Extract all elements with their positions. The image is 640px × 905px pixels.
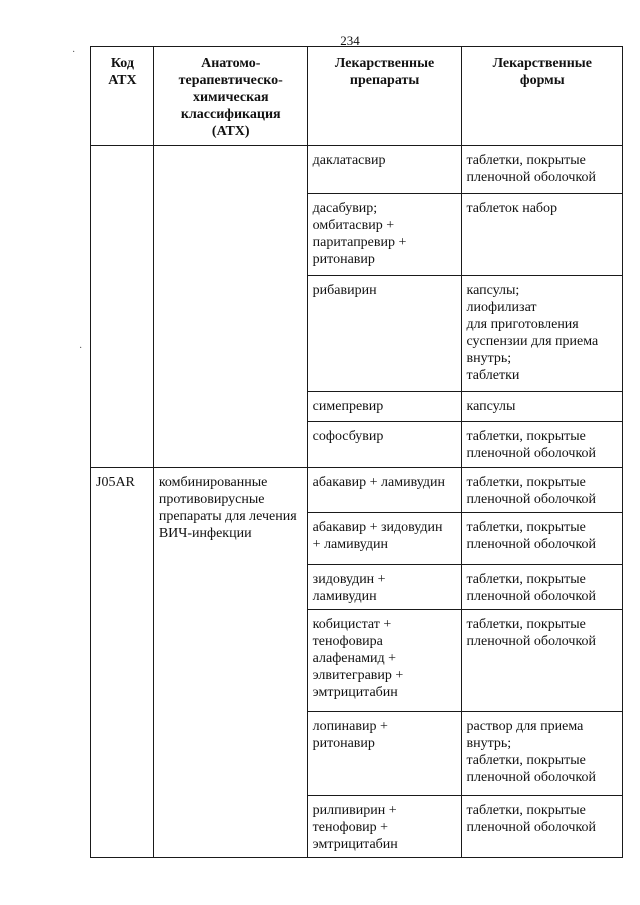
scan-speck: · bbox=[72, 47, 76, 58]
page-number: 234 bbox=[340, 33, 360, 48]
atx-code-cell bbox=[91, 146, 154, 468]
drug-cell: зидовудин + ламивудин bbox=[307, 565, 461, 610]
drug-cell: кобицистат + тенофовира алафенамид + элвитегравир + эмтрицитабин bbox=[307, 610, 461, 712]
form-cell: таблетки, покрытые пленочной оболочкой bbox=[461, 565, 622, 610]
header-forms: Лекарственные формы bbox=[461, 47, 622, 146]
drug-cell: абакавир + ламивудин bbox=[307, 468, 461, 513]
scan-speck: · bbox=[79, 343, 83, 354]
form-cell: таблетки, покрытые пленочной оболочкой bbox=[461, 796, 622, 858]
header-drugs: Лекарственные препараты bbox=[307, 47, 461, 146]
form-cell: раствор для приема внутрь; таблетки, покрытые пленочной оболочкой bbox=[461, 712, 622, 796]
classification-cell bbox=[153, 146, 307, 468]
form-cell: таблетки, покрытые пленочной оболочкой bbox=[461, 422, 622, 468]
drug-cell: лопинавир + ритонавир bbox=[307, 712, 461, 796]
form-cell: капсулы bbox=[461, 392, 622, 422]
form-cell: таблетки, покрытые пленочной оболочкой bbox=[461, 468, 622, 513]
classification-cell: комбинированные противовирусные препараты для лечения ВИЧ-инфекции bbox=[153, 468, 307, 858]
form-cell: таблеток набор bbox=[461, 194, 622, 276]
form-cell: таблетки, покрытые пленочной оболочкой bbox=[461, 146, 622, 194]
atx-table bbox=[90, 46, 623, 858]
header-classification: Анатомо- терапевтическо- химическая классификация (АТХ) bbox=[153, 47, 307, 146]
drug-cell: рилпивирин + тенофовир + эмтрицитабин bbox=[307, 796, 461, 858]
drug-cell: дасабувир; омбитасвир + паритапревир + ритонавир bbox=[307, 194, 461, 276]
drug-cell: рибавирин bbox=[307, 276, 461, 392]
header-code: Код АТХ bbox=[91, 47, 154, 146]
drug-cell: софосбувир bbox=[307, 422, 461, 468]
drug-cell: даклатасвир bbox=[307, 146, 461, 194]
form-cell: таблетки, покрытые пленочной оболочкой bbox=[461, 513, 622, 565]
form-cell: капсулы; лиофилизат для приготовления суспензии для приема внутрь; таблетки bbox=[461, 276, 622, 392]
drug-cell: абакавир + зидовудин + ламивудин bbox=[307, 513, 461, 565]
form-cell: таблетки, покрытые пленочной оболочкой bbox=[461, 610, 622, 712]
table-row bbox=[91, 468, 623, 513]
atx-code-cell: J05AR bbox=[91, 468, 154, 858]
drug-cell: симепревир bbox=[307, 392, 461, 422]
table-row bbox=[91, 146, 623, 194]
table-header-row bbox=[91, 47, 623, 146]
